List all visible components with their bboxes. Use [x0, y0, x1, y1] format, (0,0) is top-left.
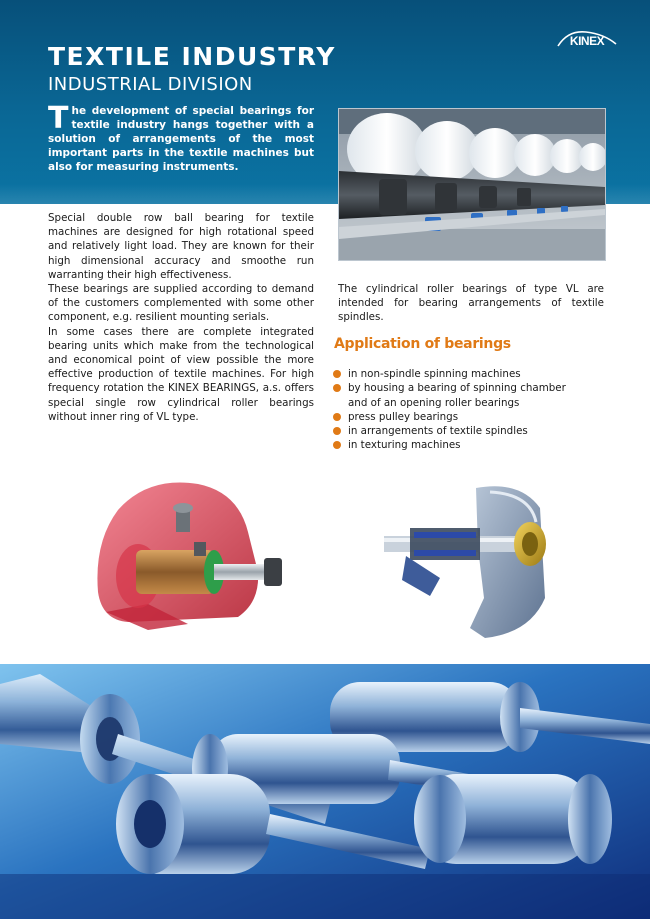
- paragraph-double-row-bearings: Special double row ball bearing for textile machines are designed for high rotational speed and relatively light load. They are known for their high dimensional accuracy and smoothe run warranting their high effectiveness.: [48, 212, 314, 281]
- list-item: in texturing machines: [332, 438, 612, 452]
- page-title: TEXTILE INDUSTRY: [48, 42, 336, 71]
- bullet-icon: [333, 441, 341, 449]
- bullet-icon: [333, 370, 341, 378]
- list-item: in non-spindle spinning machines: [332, 367, 612, 381]
- bullet-icon: [333, 413, 341, 421]
- application-heading: Application of bearings: [334, 336, 511, 352]
- paragraph-supply: These bearings are supplied according to demand of the customers complemented with some other component, e.g. resilient mounting serials.: [48, 283, 314, 324]
- intro-paragraph: [48, 101, 314, 174]
- logo-text: KINEX: [569, 34, 605, 48]
- list-item: by housing a bearing of spinning chamber: [332, 381, 612, 395]
- vl-bearings-text: The cylindrical roller bearings of type VL are intended for bearing arrangements of textile spindles.: [338, 283, 604, 324]
- list-item-continuation: and of an opening roller bearings: [348, 396, 520, 409]
- list-item: in arrangements of textile spindles: [332, 424, 612, 438]
- bearings-product-photo: [0, 664, 650, 919]
- spinning-chamber-cutaway-render: [380, 478, 550, 643]
- intro-dropcap: T: [48, 101, 69, 136]
- list-item: press pulley bearings: [332, 410, 612, 424]
- left-column-text: [48, 211, 314, 424]
- textile-machine-photo: [338, 108, 606, 261]
- application-list: [332, 367, 612, 453]
- bullet-icon: [333, 384, 341, 392]
- paragraph-integrated-units: In some cases there are complete integrated bearing units which make from the technological and economical point of view possible the more effective production of textile machines. For high frequency rotation the KINEX BEARINGS, a.s. offers special single row cylindrical roller bearings without inner ring of VL type.: [48, 325, 314, 423]
- red-bearing-housing-render: [88, 472, 288, 637]
- page-subtitle: INDUSTRIAL DIVISION: [48, 74, 253, 95]
- bullet-icon: [333, 427, 341, 435]
- intro-text: he development of special bearings for textile industry hangs together with a solution of arrangements of the most important parts in the textile machines but also for measuring instruments.: [48, 105, 314, 173]
- kinex-logo: [556, 28, 618, 48]
